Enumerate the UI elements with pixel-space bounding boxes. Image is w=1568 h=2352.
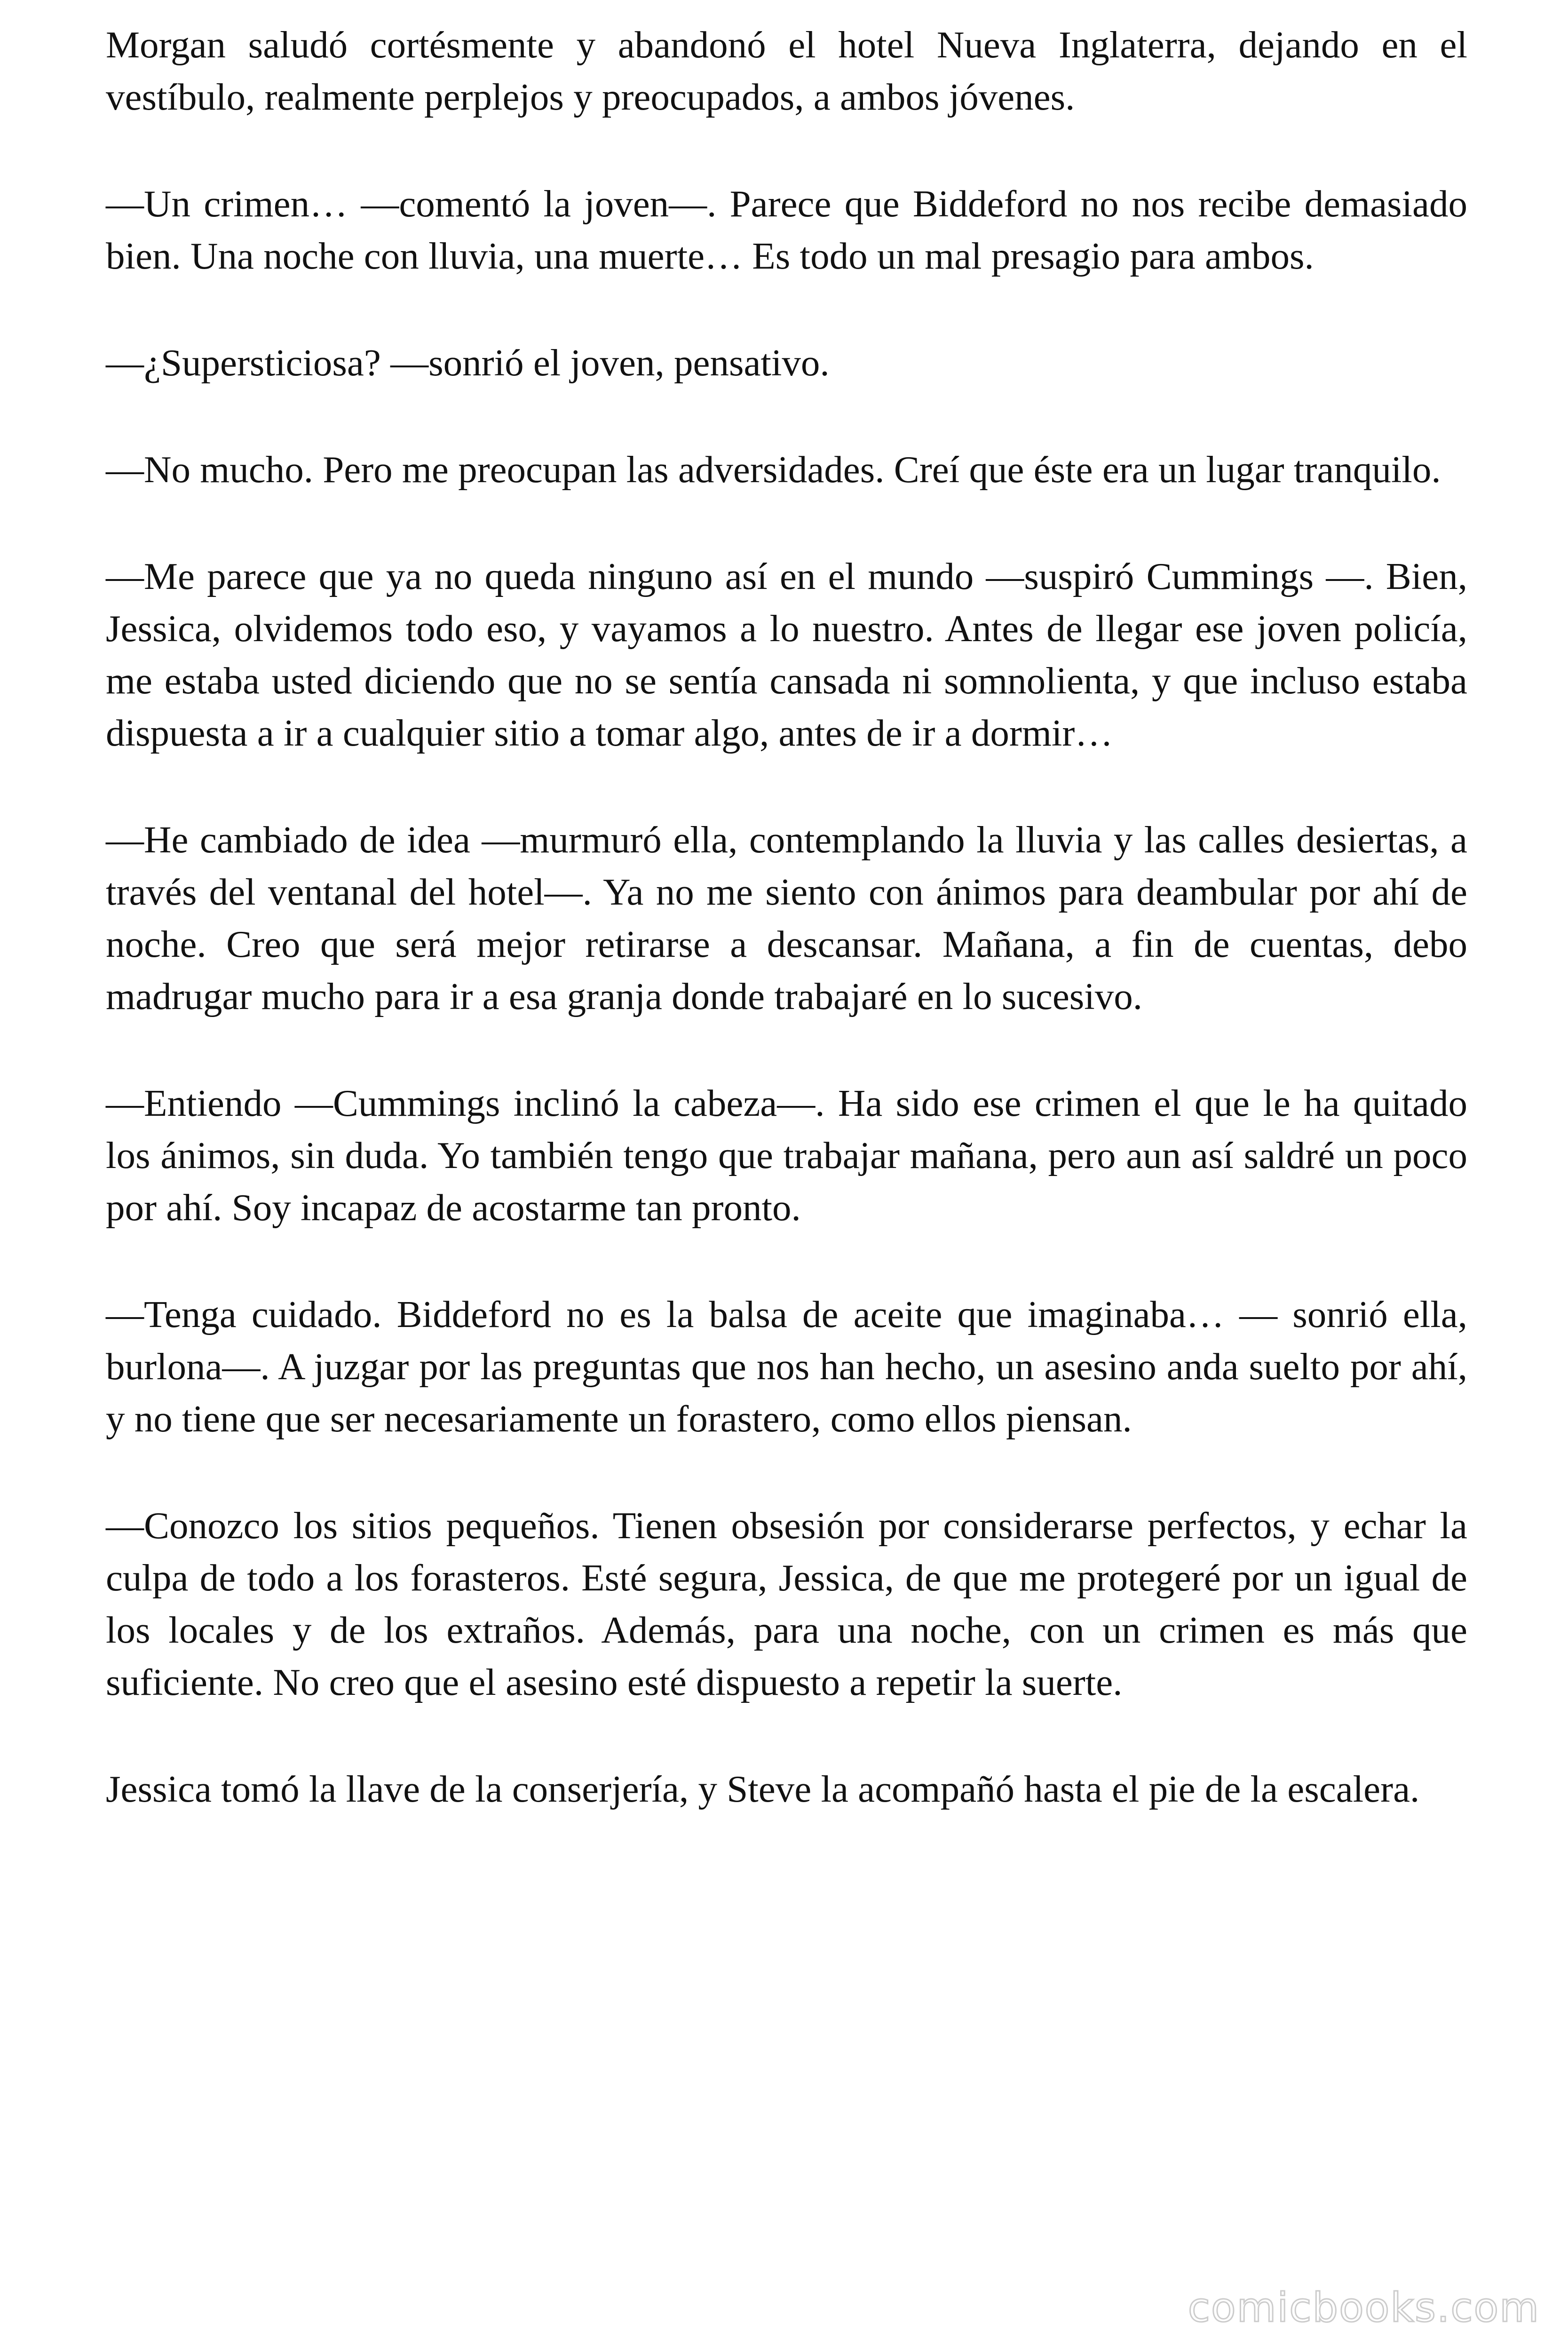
document-body <box>106 19 1467 1815</box>
paragraph: —No mucho. Pero me preocupan las adversidades. Creí que éste era un lugar tranquilo. <box>106 448 1441 491</box>
paragraph: —Tenga cuidado. Biddeford no es la balsa de aceite que imaginaba… — sonrió ella, burlona—. A juzgar por las preguntas que nos han hecho, un asesino anda suelto por ahí, y no tiene que ser necesariamente un forastero, como ellos piensan. <box>106 1293 1467 1440</box>
paragraph: —Me parece que ya no queda ninguno así en el mundo —suspiró Cummings —. Bien, Jessica, olvidemos todo eso, y vayamos a lo nuestro. Antes de llegar ese joven policía, me estaba usted diciendo que no se sentía cansada ni somnolienta, y que incluso estaba dispuesta a ir a cualquier sitio a tomar algo, antes de ir a dormir… <box>106 555 1467 754</box>
paragraph: Morgan saludó cortésmente y abandonó el hotel Nueva Inglaterra, dejando en el vestíbulo, realmente perplejos y preocupados, a ambos jóvenes. <box>106 24 1467 118</box>
paragraph: —Entiendo —Cummings inclinó la cabeza—. Ha sido ese crimen el que le ha quitado los ánimos, sin duda. Yo también tengo que trabajar mañana, pero aun así saldré un poco por ahí. Soy incapaz de acostarme tan pronto. <box>106 1082 1467 1229</box>
paragraph: —¿Supersticiosa? —sonrió el joven, pensativo. <box>106 342 830 384</box>
paragraph: —Conozco los sitios pequeños. Tienen obsesión por considerarse perfectos, y echar la culpa de todo a los forasteros. Esté segura, Jessica, de que me protegeré por un igual de los locales y de los extraños. Además, para una noche, con un crimen es más que suficiente. No creo que el asesino esté dispuesto a repetir la suerte. <box>106 1504 1467 1703</box>
paragraph: Jessica tomó la llave de la conserjería, y Steve la acompañó hasta el pie de la escalera. <box>106 1768 1420 1810</box>
paragraph: —Un crimen… —comentó la joven—. Parece que Biddeford no nos recibe demasiado bien. Una noche con lluvia, una muerte… Es todo un mal presagio para ambos. <box>106 183 1467 277</box>
watermark: comicbooks.com <box>1188 2284 1540 2331</box>
paragraph: —He cambiado de idea —murmuró ella, contemplando la lluvia y las calles desiertas, a través del ventanal del hotel—. Ya no me siento con ánimos para deambular por ahí de noche. Creo que será mejor retirarse a descansar. Mañana, a fin de cuentas, debo madrugar mucho para ir a esa granja donde trabajaré en lo sucesivo. <box>106 818 1467 1017</box>
